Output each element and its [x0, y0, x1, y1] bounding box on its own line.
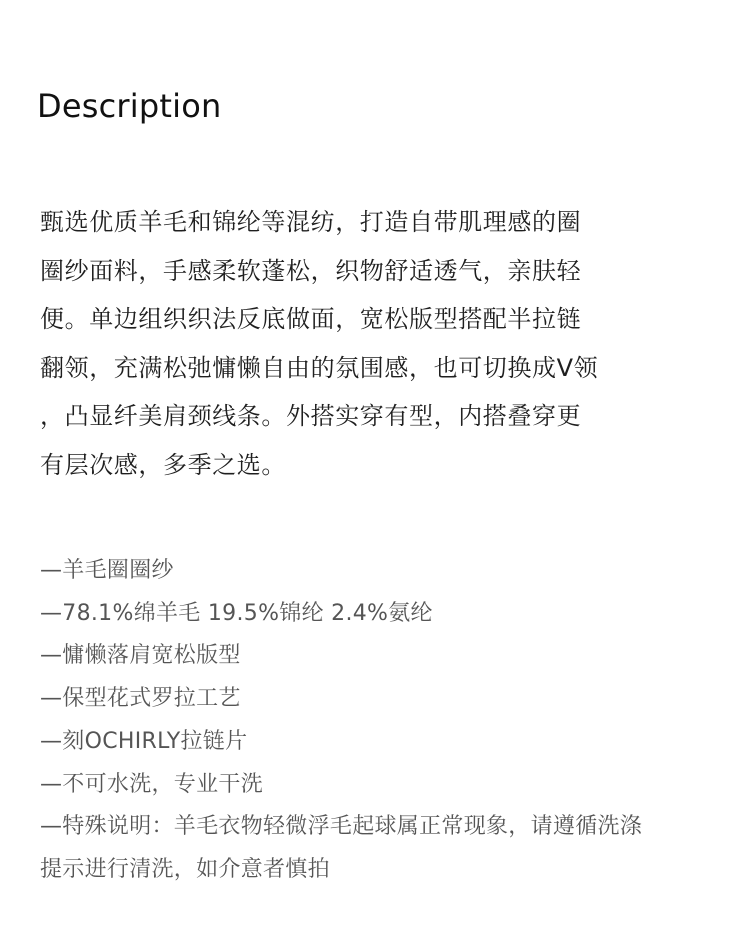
- feature-item-composition: —78.1%绵羊毛 19.5%锦纶 2.4%氨纶: [40, 600, 433, 626]
- section-heading: Description: [37, 87, 222, 125]
- feature-item-note: —特殊说明：羊毛衣物轻微浮毛起球属正常现象，请遵循洗涤: [40, 814, 643, 840]
- description-line: 圈纱面料，手感柔软蓬松，织物舒适透气，亲肤轻: [40, 256, 582, 285]
- description-line: 甄选优质羊毛和锦纶等混纺，打造自带肌理感的圈: [40, 208, 582, 236]
- feature-item-fit: —慵懒落肩宽松版型: [40, 643, 241, 669]
- description-line: 有层次感，多季之选。: [40, 450, 286, 479]
- feature-list: [40, 550, 740, 892]
- feature-item-note-continued: 提示进行清洗，如介意者慎拍: [40, 856, 330, 882]
- description-paragraph: [40, 198, 720, 490]
- feature-item-material: —羊毛圈圈纱: [40, 558, 174, 583]
- description-line: ，凸显纤美肩颈线条。外搭实穿有型，内搭叠穿更: [40, 402, 582, 431]
- feature-item-craft: —保型花式罗拉工艺: [40, 686, 241, 712]
- description-line: 便。单边组织织法反底做面，宽松版型搭配半拉链: [40, 305, 582, 334]
- feature-item-zipper: —刻OCHIRLY拉链片: [40, 728, 248, 754]
- description-line: 翻领，充满松弛慵懒自由的氛围感，也可切换成V领: [40, 353, 599, 382]
- feature-item-care: —不可水洗，专业干洗: [40, 771, 264, 797]
